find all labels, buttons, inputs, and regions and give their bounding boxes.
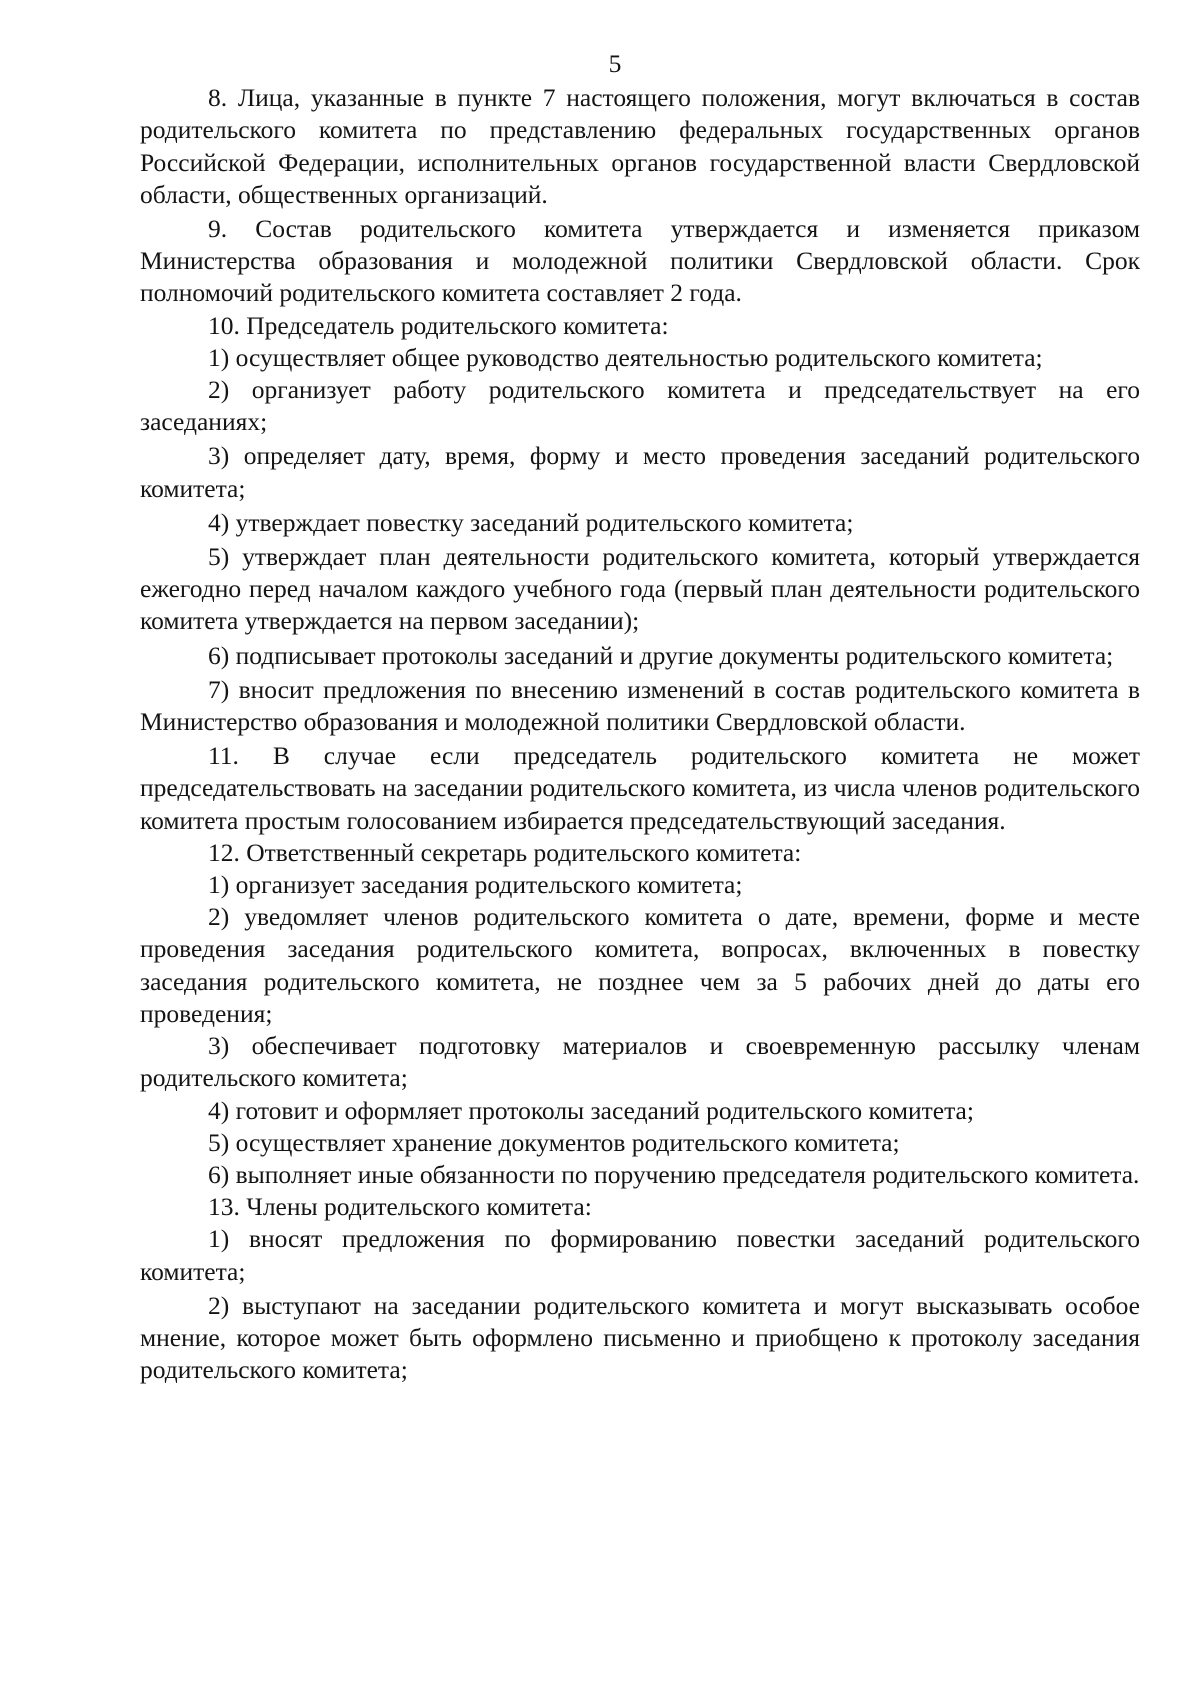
page-number: 5 bbox=[608, 49, 622, 78]
list-item: 6) выполняет иные обязанности по поручению председателя родительского комитета. bbox=[208, 1159, 1140, 1189]
list-item: 7) вносит предложения по внесению изменений в состав родительского комитета в Министерство образования и молодежной политики Свердловской области. bbox=[140, 674, 1140, 737]
list-item: 4) утверждает повестку заседаний родительского комитета; bbox=[208, 507, 854, 537]
paragraph-11: 11. В случае если председатель родительского комитета не может председательствовать на заседании родительского комитета, из числа членов родительского комитета простым голосованием избирается председательствующий заседания. bbox=[140, 741, 1140, 835]
paragraph-13-heading: 13. Члены родительского комитета: bbox=[208, 1192, 592, 1222]
list-item: 1) организует заседания родительского комитета; bbox=[208, 870, 743, 900]
list-item: 6) подписывает протоколы заседаний и другие документы родительского комитета; bbox=[208, 640, 1114, 670]
list-item: 1) вносят предложения по формированию повестки заседаний родительского комитета; bbox=[140, 1224, 1140, 1286]
paragraph-9: 9. Состав родительского комитета утверждается и изменяется приказом Министерства образования и молодежной политики Свердловской области. Срок полномочий родительского комитета составляет 2 года. bbox=[140, 214, 1140, 308]
list-item: 3) определяет дату, время, форму и место проведения заседаний родительского комитета; bbox=[140, 441, 1140, 503]
list-item: 2) уведомляет членов родительского комитета о дате, времени, форме и месте проведения заседания родительского комитета, вопросах, включенных в повестку заседания родительского комитета, не позднее чем за 5 рабочих дней до даты его проведения; bbox=[140, 902, 1140, 1028]
paragraph-10-heading: 10. Председатель родительского комитета: bbox=[208, 310, 669, 340]
list-item: 5) осуществляет хранение документов родительского комитета; bbox=[208, 1127, 900, 1157]
paragraph-12-heading: 12. Ответственный секретарь родительского комитета: bbox=[208, 837, 802, 867]
list-item: 3) обеспечивает подготовку материалов и своевременную рассылку членам родительского комитета; bbox=[140, 1031, 1140, 1093]
list-item: 1) осуществляет общее руководство деятельностью родительского комитета; bbox=[208, 342, 1043, 372]
list-item: 4) готовит и оформляет протоколы заседаний родительского комитета; bbox=[208, 1095, 974, 1125]
list-item: 5) утверждает план деятельности родительского комитета, который утверждается ежегодно перед началом каждого учебного года (первый план деятельности родительского комитета утверждается на первом заседании); bbox=[140, 542, 1140, 636]
list-item: 2) выступают на заседании родительского комитета и могут высказывать особое мнение, которое может быть оформлено письменно и приобщено к протоколу заседания родительского комитета; bbox=[140, 1290, 1140, 1385]
list-item: 2) организует работу родительского комитета и председательствует на его заседаниях; bbox=[140, 375, 1140, 437]
paragraph-8: 8. Лица, указанные в пункте 7 настоящего положения, могут включаться в состав родительского комитета по представлению федеральных государственных органов Российской Федерации, исполнительных органов государственной власти Свердловской области, общественных организаций. bbox=[140, 83, 1140, 209]
